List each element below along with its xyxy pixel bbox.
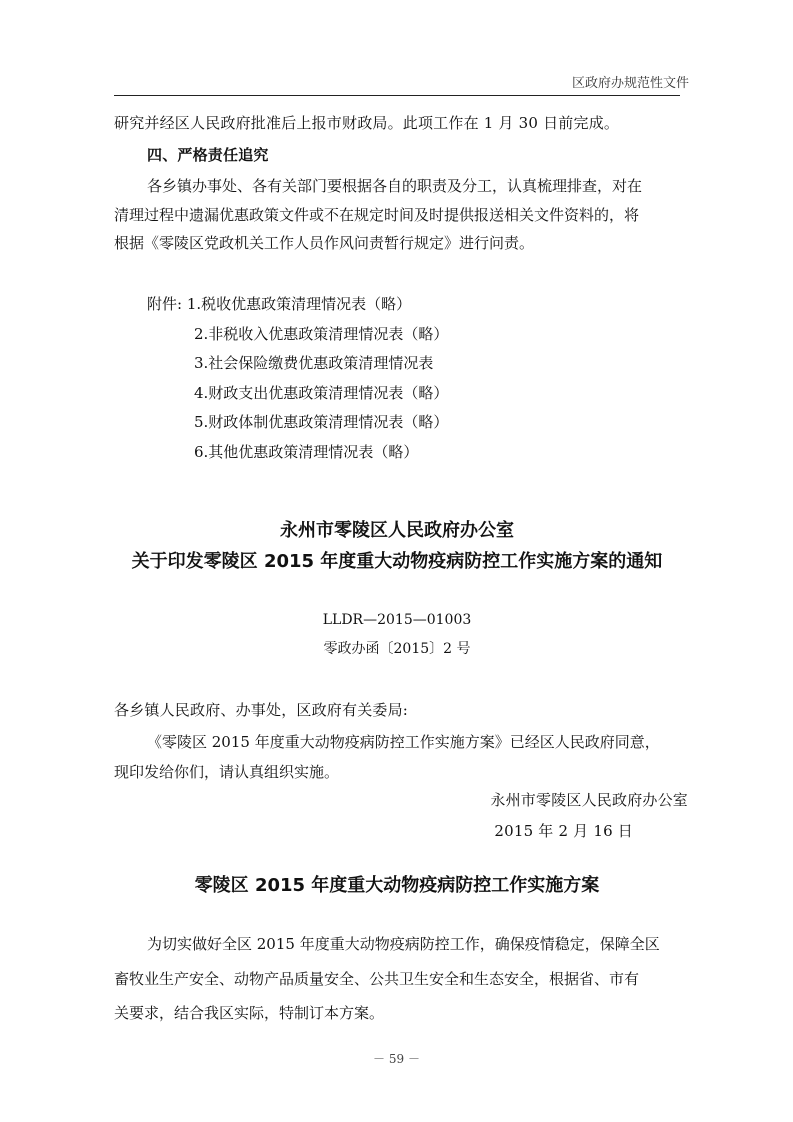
plan-title: 零陵区 2015 年度重大动物疫病防控工作实施方案 bbox=[194, 875, 600, 896]
continuation-line: 研究并经区人民政府批准后上报市财政局。此项工作在 1 月 30 日前完成。 bbox=[114, 114, 620, 132]
signature-organization: 永州市零陵区人民政府办公室 bbox=[490, 791, 688, 809]
attachment-item: 5.财政体制优惠政策清理情况表（略） bbox=[194, 413, 449, 431]
paragraph-line: 关要求，结合我区实际，特制订本方案。 bbox=[114, 1004, 385, 1022]
notice-title bbox=[114, 515, 680, 577]
attachment-item: 6.其他优惠政策清理情况表（略） bbox=[194, 442, 419, 461]
header-label: 区政府办规范性文件 bbox=[571, 76, 689, 91]
notice-title-line: 永州市零陵区人民政府办公室 bbox=[280, 520, 514, 541]
attachment-item: 4.财政支出优惠政策清理情况表（略） bbox=[194, 383, 449, 402]
attachment-item-text: 1.税收优惠政策清理情况表（略） bbox=[186, 295, 412, 313]
section-paragraph bbox=[114, 172, 680, 258]
page-number: － 59 － bbox=[373, 1052, 420, 1066]
attachment-item bbox=[147, 290, 448, 320]
signature-date: 2015 年 2 月 16 日 bbox=[494, 822, 633, 840]
paragraph-line: 畜牧业生产安全、动物产品质量安全、公共卫生安全和生态安全，根据省、市有 bbox=[114, 969, 640, 988]
paragraph-line: 根据《零陵区党政机关工作人员作风问责暂行规定》进行问责。 bbox=[114, 234, 535, 252]
attachment-item: 3.社会保险缴费优惠政策清理情况表 bbox=[194, 354, 434, 372]
notice-body-line: 现印发给你们，请认真组织实施。 bbox=[114, 763, 340, 781]
document-number: 零政办函〔2015〕2 号 bbox=[323, 641, 471, 657]
attachments-label: 附件: bbox=[147, 295, 183, 313]
attachments-list bbox=[147, 290, 448, 467]
notice-body bbox=[114, 727, 680, 787]
paragraph-line: 清理过程中遗漏优惠政策文件或不在规定时间及时提供报送相关文件资料的，将 bbox=[114, 205, 640, 224]
attachment-item: 2.非税收入优惠政策清理情况表（略） bbox=[194, 324, 449, 343]
plan-paragraph bbox=[114, 927, 680, 1031]
addressee: 各乡镇人民政府、办事处，区政府有关委局: bbox=[114, 701, 409, 719]
notice-title-line: 关于印发零陵区 2015 年度重大动物疫病防控工作实施方案的通知 bbox=[131, 551, 663, 572]
paragraph-line: 各乡镇办事处、各有关部门要根据各自的职责及分工，认真梳理排查，对在 bbox=[147, 177, 643, 195]
document-code: LLDR—2015—01003 bbox=[322, 612, 472, 628]
paragraph-line: 为切实做好全区 2015 年度重大动物疫病防控工作，确保疫情稳定，保障全区 bbox=[147, 935, 660, 953]
header-divider bbox=[114, 95, 680, 96]
section-heading: 四、严格责任追究 bbox=[147, 146, 269, 164]
notice-body-line: 《零陵区 2015 年度重大动物疫病防控工作实施方案》已经区人民政府同意， bbox=[147, 733, 660, 751]
